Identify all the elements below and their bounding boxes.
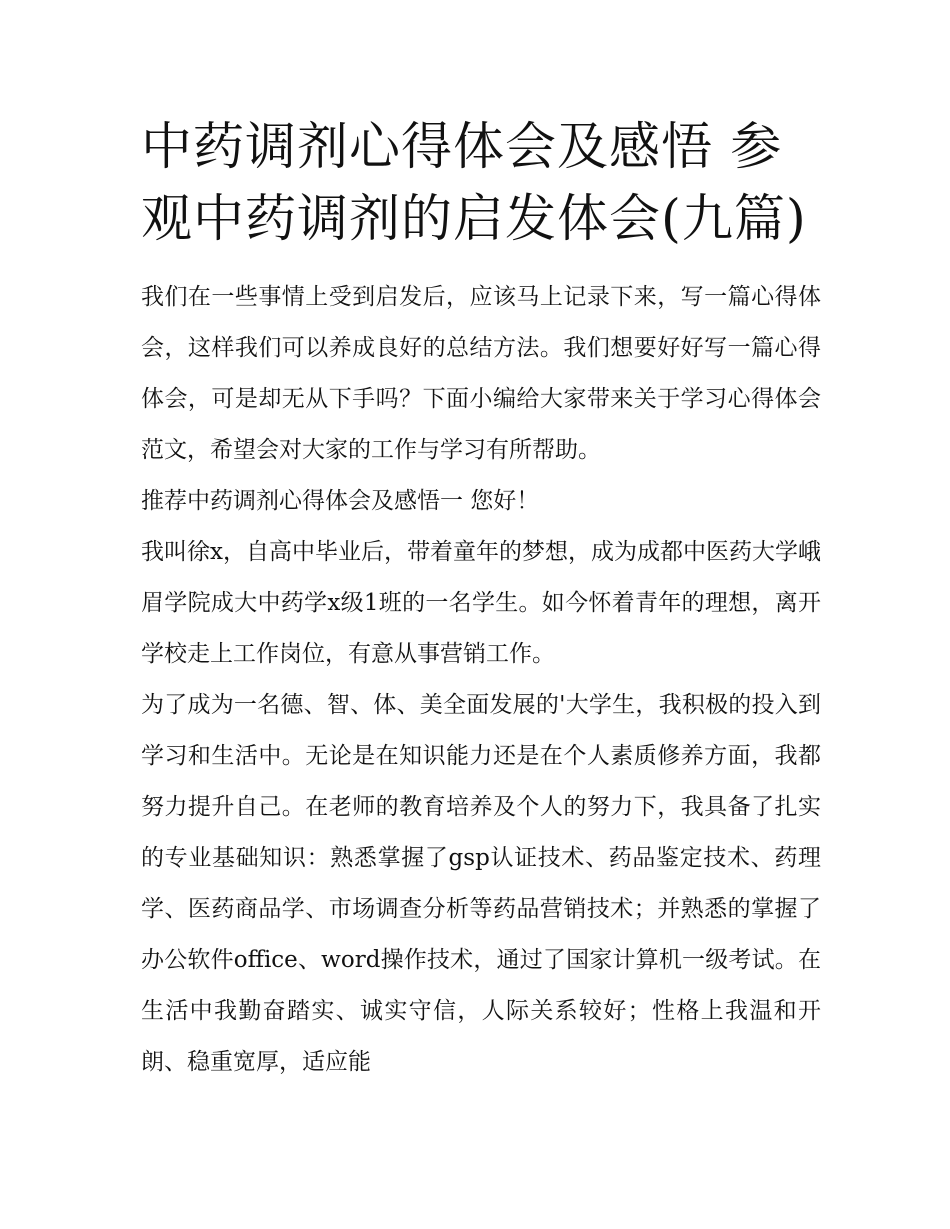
paragraph-study: 为了成为一名德、智、体、美全面发展的'大学生，我积极的投入到学习和生活中。无论是在知识能力还是在个人素质修养方面，我都努力提升自己。在老师的教育培养及个人的努力下，我具备了扎实的专业基础知识：熟悉掌握了gsp认证技术、药品鉴定技术、药理学、医药商品学、市场调查分析等药品营销技术；并熟悉的掌握了办公软件office、word操作技术，通过了国家计算机一级考试。在生活中我勤奋踏实、诚实守信，人际关系较好；性格上我温和开朗、稳重宽厚，适应能 [141, 692, 821, 1075]
document-page [141, 112, 821, 1088]
document-title: 中药调剂心得体会及感悟 参观中药调剂的启发体会(九篇) [141, 118, 807, 249]
paragraph-self-intro: 我叫徐x，自高中毕业后，带着童年的梦想，成为成都中医药大学峨眉学院成大中药学x级1班的一名学生。如今怀着青年的理想，离开学校走上工作岗位，有意从事营销工作。 [141, 539, 821, 667]
document-body [141, 272, 821, 1088]
paragraph-intro: 我们在一些事情上受到启发后，应该马上记录下来，写一篇心得体会，这样我们可以养成良好的总结方法。我们想要好好写一篇心得体会，可是却无从下手吗？下面小编给大家带来关于学习心得体会范文，希望会对大家的工作与学习有所帮助。 [141, 284, 821, 463]
paragraph-recommend: 推荐中药调剂心得体会及感悟一 您好！ [141, 488, 540, 514]
